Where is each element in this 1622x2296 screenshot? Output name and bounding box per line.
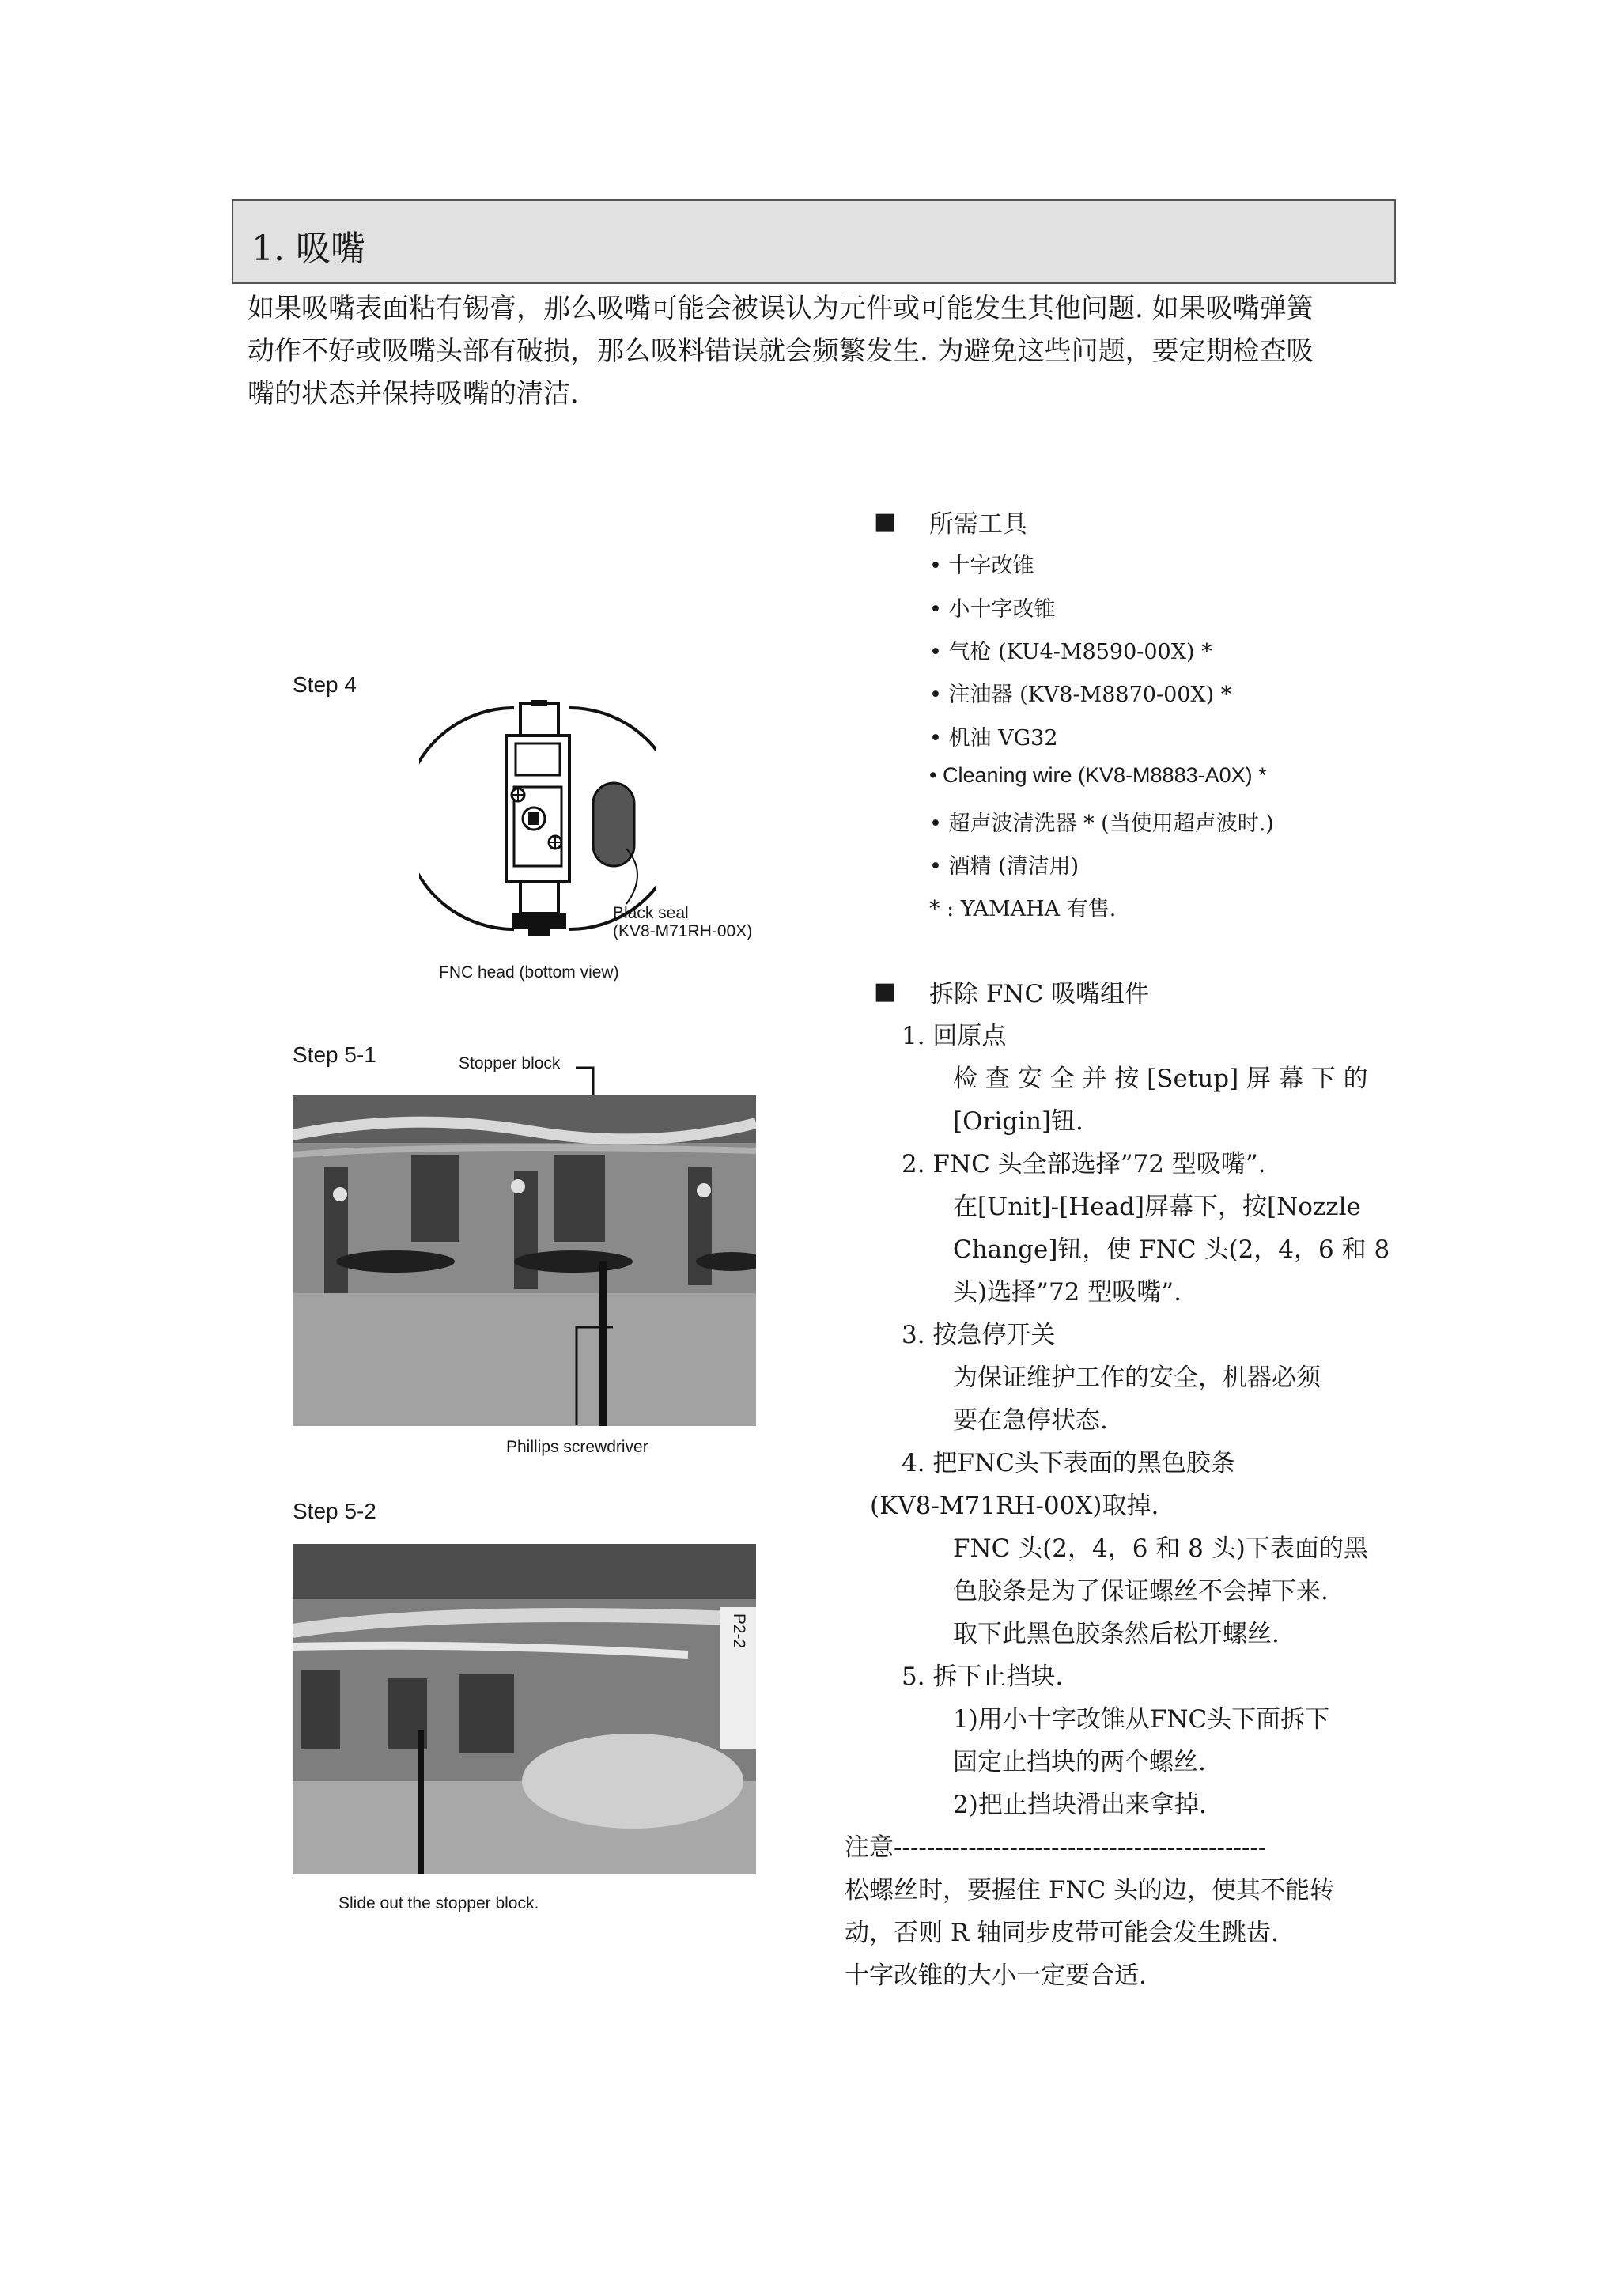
tools-list-item: • 注油器 (KV8-M8870-00X) *: [929, 683, 1232, 707]
step5-1-photo: [293, 1095, 756, 1426]
tools-list-item: • 小十字改锥: [929, 597, 1056, 622]
screwdriver-pointer: [573, 1322, 621, 1441]
procedure-line: [Origin]钮.: [953, 1107, 1083, 1136]
procedure-line: 头)选择”72 型吸嘴”.: [953, 1278, 1182, 1307]
tools-bullet-icon: ■: [874, 508, 897, 535]
procedure-line: 检 查 安 全 并 按 [Setup] 屏 幕 下 的: [953, 1065, 1368, 1093]
procedure-line: (KV8-M71RH-00X)取掉.: [870, 1492, 1159, 1520]
tools-heading: 所需工具: [929, 510, 1027, 539]
cable-tag: P2-2: [730, 1613, 749, 1649]
step5-2-caption: Slide out the stopper block.: [338, 1894, 539, 1912]
procedure-line: 2)把止挡块滑出来拿掉.: [953, 1791, 1207, 1819]
note-label: 注意---------------------------------------------: [845, 1833, 1267, 1862]
step5-2-photo: [293, 1544, 756, 1874]
tools-list-item: • Cleaning wire (KV8-M8883-A0X) *: [929, 763, 1267, 787]
tools-list-item: • 超声波清洗器 * (当使用超声波时.): [929, 811, 1274, 836]
fnc-head-caption: FNC head (bottom view): [439, 963, 619, 982]
tools-list-item: • 气枪 (KU4-M8590-00X) *: [929, 640, 1212, 664]
intro-line: 动作不好或吸嘴头部有破损，那么吸料错误就会频繁发生. 为避免这些问题，要定期检查吸: [248, 335, 1314, 367]
tools-list-item: * : YAMAHA 有售.: [929, 897, 1117, 921]
procedure-line: 3. 按急停开关: [902, 1321, 1056, 1349]
section-title-box: [232, 199, 1396, 284]
procedure-line: 1)用小十字改锥从FNC头下面拆下: [953, 1705, 1330, 1734]
intro-paragraph: [248, 287, 1402, 415]
procedure-line: 5. 拆下止挡块.: [902, 1662, 1064, 1691]
black-seal-part-number: (KV8-M71RH-00X): [613, 922, 753, 940]
tools-list-item: • 十字改锥: [929, 554, 1034, 578]
procedure-heading: 拆除 FNC 吸嘴组件: [929, 980, 1150, 1008]
procedure-line: 取下此黑色胶条然后松开螺丝.: [953, 1620, 1280, 1648]
section-title: 1. 吸嘴: [251, 229, 365, 269]
procedure-line: 色胶条是为了保证螺丝不会掉下来.: [953, 1577, 1329, 1606]
procedure-line: 1. 回原点: [902, 1022, 1007, 1050]
screwdriver-label: Phillips screwdriver: [506, 1438, 648, 1456]
tools-list-item: • 机油 VG32: [929, 726, 1058, 751]
procedure-line: 固定止挡块的两个螺丝.: [953, 1748, 1206, 1776]
procedure-line: 4. 把FNC头下表面的黑色胶条: [902, 1449, 1235, 1477]
tools-list-item: • 酒精 (清洁用): [929, 854, 1079, 879]
procedure-line: Change]钮，使 FNC 头(2，4，6 和 8: [953, 1235, 1390, 1264]
note-line: 松螺丝时，要握住 FNC 头的边，使其不能转: [845, 1876, 1335, 1905]
note-line: 动，否则 R 轴同步皮带可能会发生跳齿.: [845, 1919, 1279, 1947]
step5-1-label: Step 5-1: [293, 1042, 376, 1067]
step5-2-label: Step 5-2: [293, 1499, 376, 1523]
stopper-block-label: Stopper block: [459, 1054, 561, 1072]
procedure-line: 在[Unit]-[Head]屏幕下，按[Nozzle: [953, 1193, 1361, 1221]
intro-line: 如果吸嘴表面粘有锡膏，那么吸嘴可能会被误认为元件或可能发生其他问题. 如果吸嘴弹簧: [248, 293, 1314, 324]
procedure-line: FNC 头(2，4，6 和 8 头)下表面的黑: [953, 1534, 1368, 1563]
procedure-bullet-icon: ■: [874, 978, 897, 1005]
black-seal-label: Black seal: [613, 904, 689, 922]
procedure-line: 2. FNC 头全部选择”72 型吸嘴”.: [902, 1150, 1266, 1178]
step4-label: Step 4: [293, 672, 357, 697]
procedure-line: 为保证维护工作的安全，机器必须: [953, 1364, 1321, 1392]
procedure-line: 要在急停状态.: [953, 1406, 1108, 1435]
note-line: 十字改锥的大小一定要合适.: [845, 1961, 1147, 1990]
intro-line: 嘴的状态并保持吸嘴的清洁.: [248, 378, 579, 410]
